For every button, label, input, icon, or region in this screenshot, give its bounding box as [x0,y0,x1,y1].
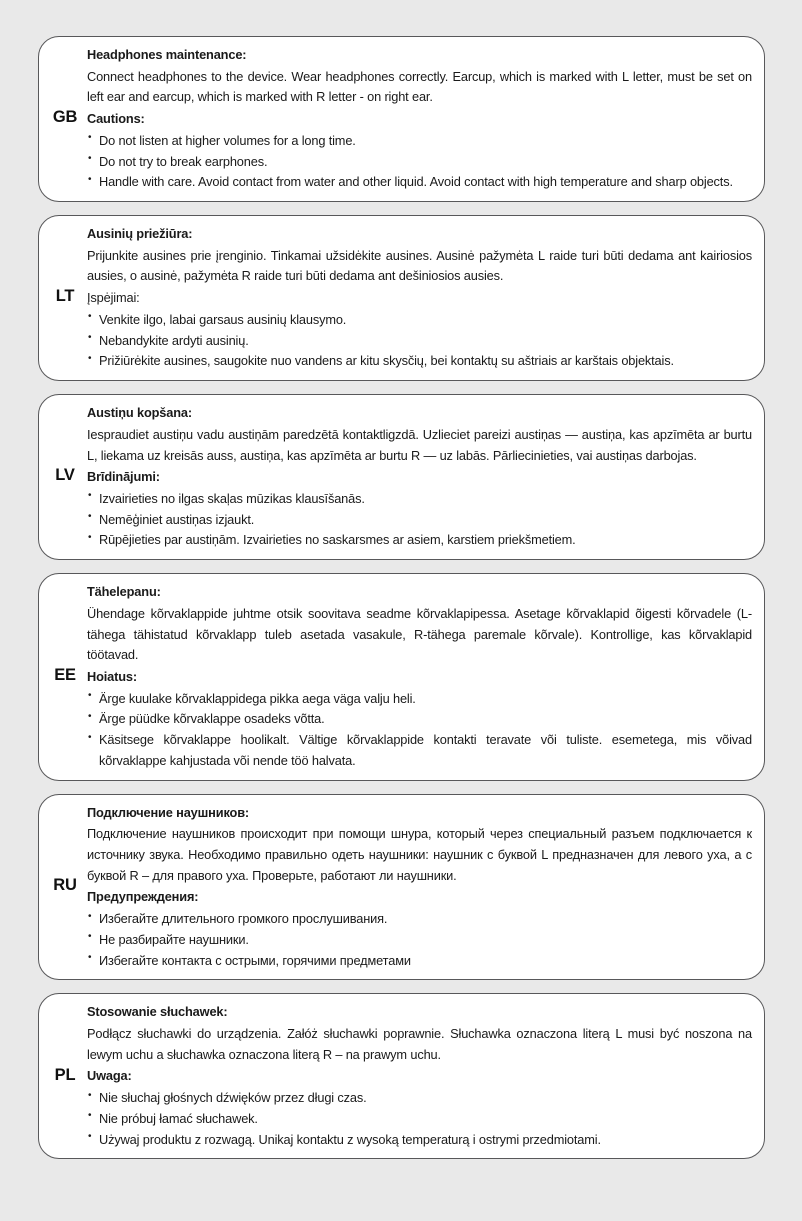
list-item: • Prižiūrėkite ausines, saugokite nuo vandens ar kitu skysčių, bei kontaktų su aštriais ar karštais objektais. [87,351,752,372]
list-item: • Handle with care. Avoid contact from water and other liquid. Avoid contact with high temperature and sharp objects. [87,172,752,193]
cautions-heading: Įspėjimai: [87,290,140,306]
list-item: • Używaj produktu z rozwagą. Unikaj kontaktu z wysoką temperaturą i ostrymi przedmiotami. [87,1130,752,1151]
language-body-lv [87,402,754,551]
list-item: • Käsitsege kõrvaklappe hoolikalt. Vältige kõrvaklappide kontakti teravate või tuliste. esemetega, mis võivad kõrvaklappe kahjustada või nende töö halvata. [87,730,752,771]
language-code-column [43,223,87,372]
cautions-list [87,489,752,551]
cautions-heading: Brīdinājumi: [87,469,160,485]
list-item: • Do not try to break earphones. [87,152,752,173]
list-item: • Избегайте контакта с острыми, горячими предметами [87,951,752,972]
cautions-heading: Предупреждения: [87,889,199,905]
language-section-gb [38,36,765,202]
list-item: • Venkite ilgo, labai garsaus ausinių klausymo. [87,310,752,331]
list-item: • Izvairieties no ilgas skaļas mūzikas klausīšanās. [87,489,752,510]
section-paragraph: Connect headphones to the device. Wear headphones correctly. Earcup, which is marked with L letter, must be set on left ear and earcup, which is marked with R letter - on right ear. [87,68,752,105]
cautions-heading: Hoiatus: [87,668,137,684]
section-paragraph: Podłącz słuchawki do urządzenia. Załóż słuchawki poprawnie. Słuchawka oznaczona literą L musi być noszona na lewym uchu a słuchawka oznaczona literą R – na prawym uchu. [87,1026,752,1062]
cautions-list [87,909,752,971]
cautions-list [87,689,752,772]
section-heading: Tähelepanu: [87,584,161,600]
language-code-column [43,581,87,771]
language-code-gb: GB [52,108,78,127]
list-item: • Ärge püüdke kõrvaklappe osadeks võtta. [87,709,752,730]
language-code-ee: EE [54,666,76,685]
language-code-lt: LT [55,287,75,306]
section-paragraph: Iespraudiet austiņu vadu austiņām paredzētā kontaktligzdā. Uzlieciet pareizi austiņas — austiņa, kas apzīmēta ar burtu L, liekama uz kreisās auss, austiņa, kas apzīmēta ar burtu R — uz labās. Pārliecinieties, vai austiņas darbojas. [87,426,752,463]
language-body-lt [87,223,754,372]
list-item: • Nie słuchaj głośnych dźwięków przez długi czas. [87,1088,752,1109]
list-item: • Не разбирайте наушники. [87,930,752,951]
cautions-heading: Uwaga: [87,1068,132,1084]
section-paragraph: Подключение наушников происходит при помощи шнура, который через специальный разъем подключается к источнику звука. Необходимо правильно одеть наушники: наушник с буквой L предназначен для левого уха, а с буквой R – для правого уха. Проверьте, работают ли наушники. [87,826,752,883]
language-body-gb [87,44,754,193]
language-section-pl [38,993,765,1159]
language-section-lt [38,215,765,381]
list-item: • Nemēģiniet austiņas izjaukt. [87,510,752,531]
section-heading: Headphones maintenance: [87,47,247,62]
section-paragraph: Ühendage kõrvaklappide juhtme otsik soovitava seadme kõrvaklapipessa. Asetage kõrvaklapid õigesti kõrvadele (L-tähega tähistatud kõrvaklapp tuleb asetada vasakule, R-tähega paremale kõrvale). Kontrollige, kas kõrvaklapid töötavad. [87,605,752,663]
language-code-pl: PL [54,1065,76,1084]
language-code-column [43,1001,87,1150]
language-code-column [43,402,87,551]
list-item: • Nie próbuj łamać słuchawek. [87,1109,752,1130]
list-item: • Rūpējieties par austiņām. Izvairieties no saskarsmes ar asiem, karstiem priekšmetiem. [87,530,752,551]
language-section-ee [38,573,765,780]
language-code-column [43,802,87,972]
list-item: • Ärge kuulake kõrvaklappidega pikka aega väga valju heli. [87,689,752,710]
language-section-lv [38,394,765,560]
language-body-pl [87,1001,754,1150]
language-body-ee [87,581,754,771]
cautions-list [87,310,752,372]
section-heading: Подключение наушников: [87,804,250,820]
cautions-heading: Cautions: [87,111,145,127]
list-item: • Do not listen at higher volumes for a long time. [87,131,752,152]
section-paragraph: Prijunkite ausines prie įrenginio. Tinkamai užsidėkite ausines. Ausinė pažymėta L raide turi būti dedama ant kairiosios ausies, o ausinė, pažymėta R raide turi būti dedama ant dešiniosios ausies. [87,247,752,284]
language-code-ru: RU [53,876,77,895]
language-section-ru [38,794,765,981]
section-heading: Stosowanie słuchawek: [87,1004,228,1020]
list-item: • Nebandykite ardyti ausinių. [87,331,752,352]
section-heading: Austiņu kopšana: [87,405,192,421]
cautions-list [87,1088,752,1150]
list-item: • Избегайте длительного громкого прослушивания. [87,909,752,930]
language-code-column [43,44,87,193]
section-heading: Ausinių priežiūra: [87,226,193,242]
cautions-list [87,131,752,193]
language-code-lv: LV [55,466,75,485]
language-body-ru [87,802,754,972]
